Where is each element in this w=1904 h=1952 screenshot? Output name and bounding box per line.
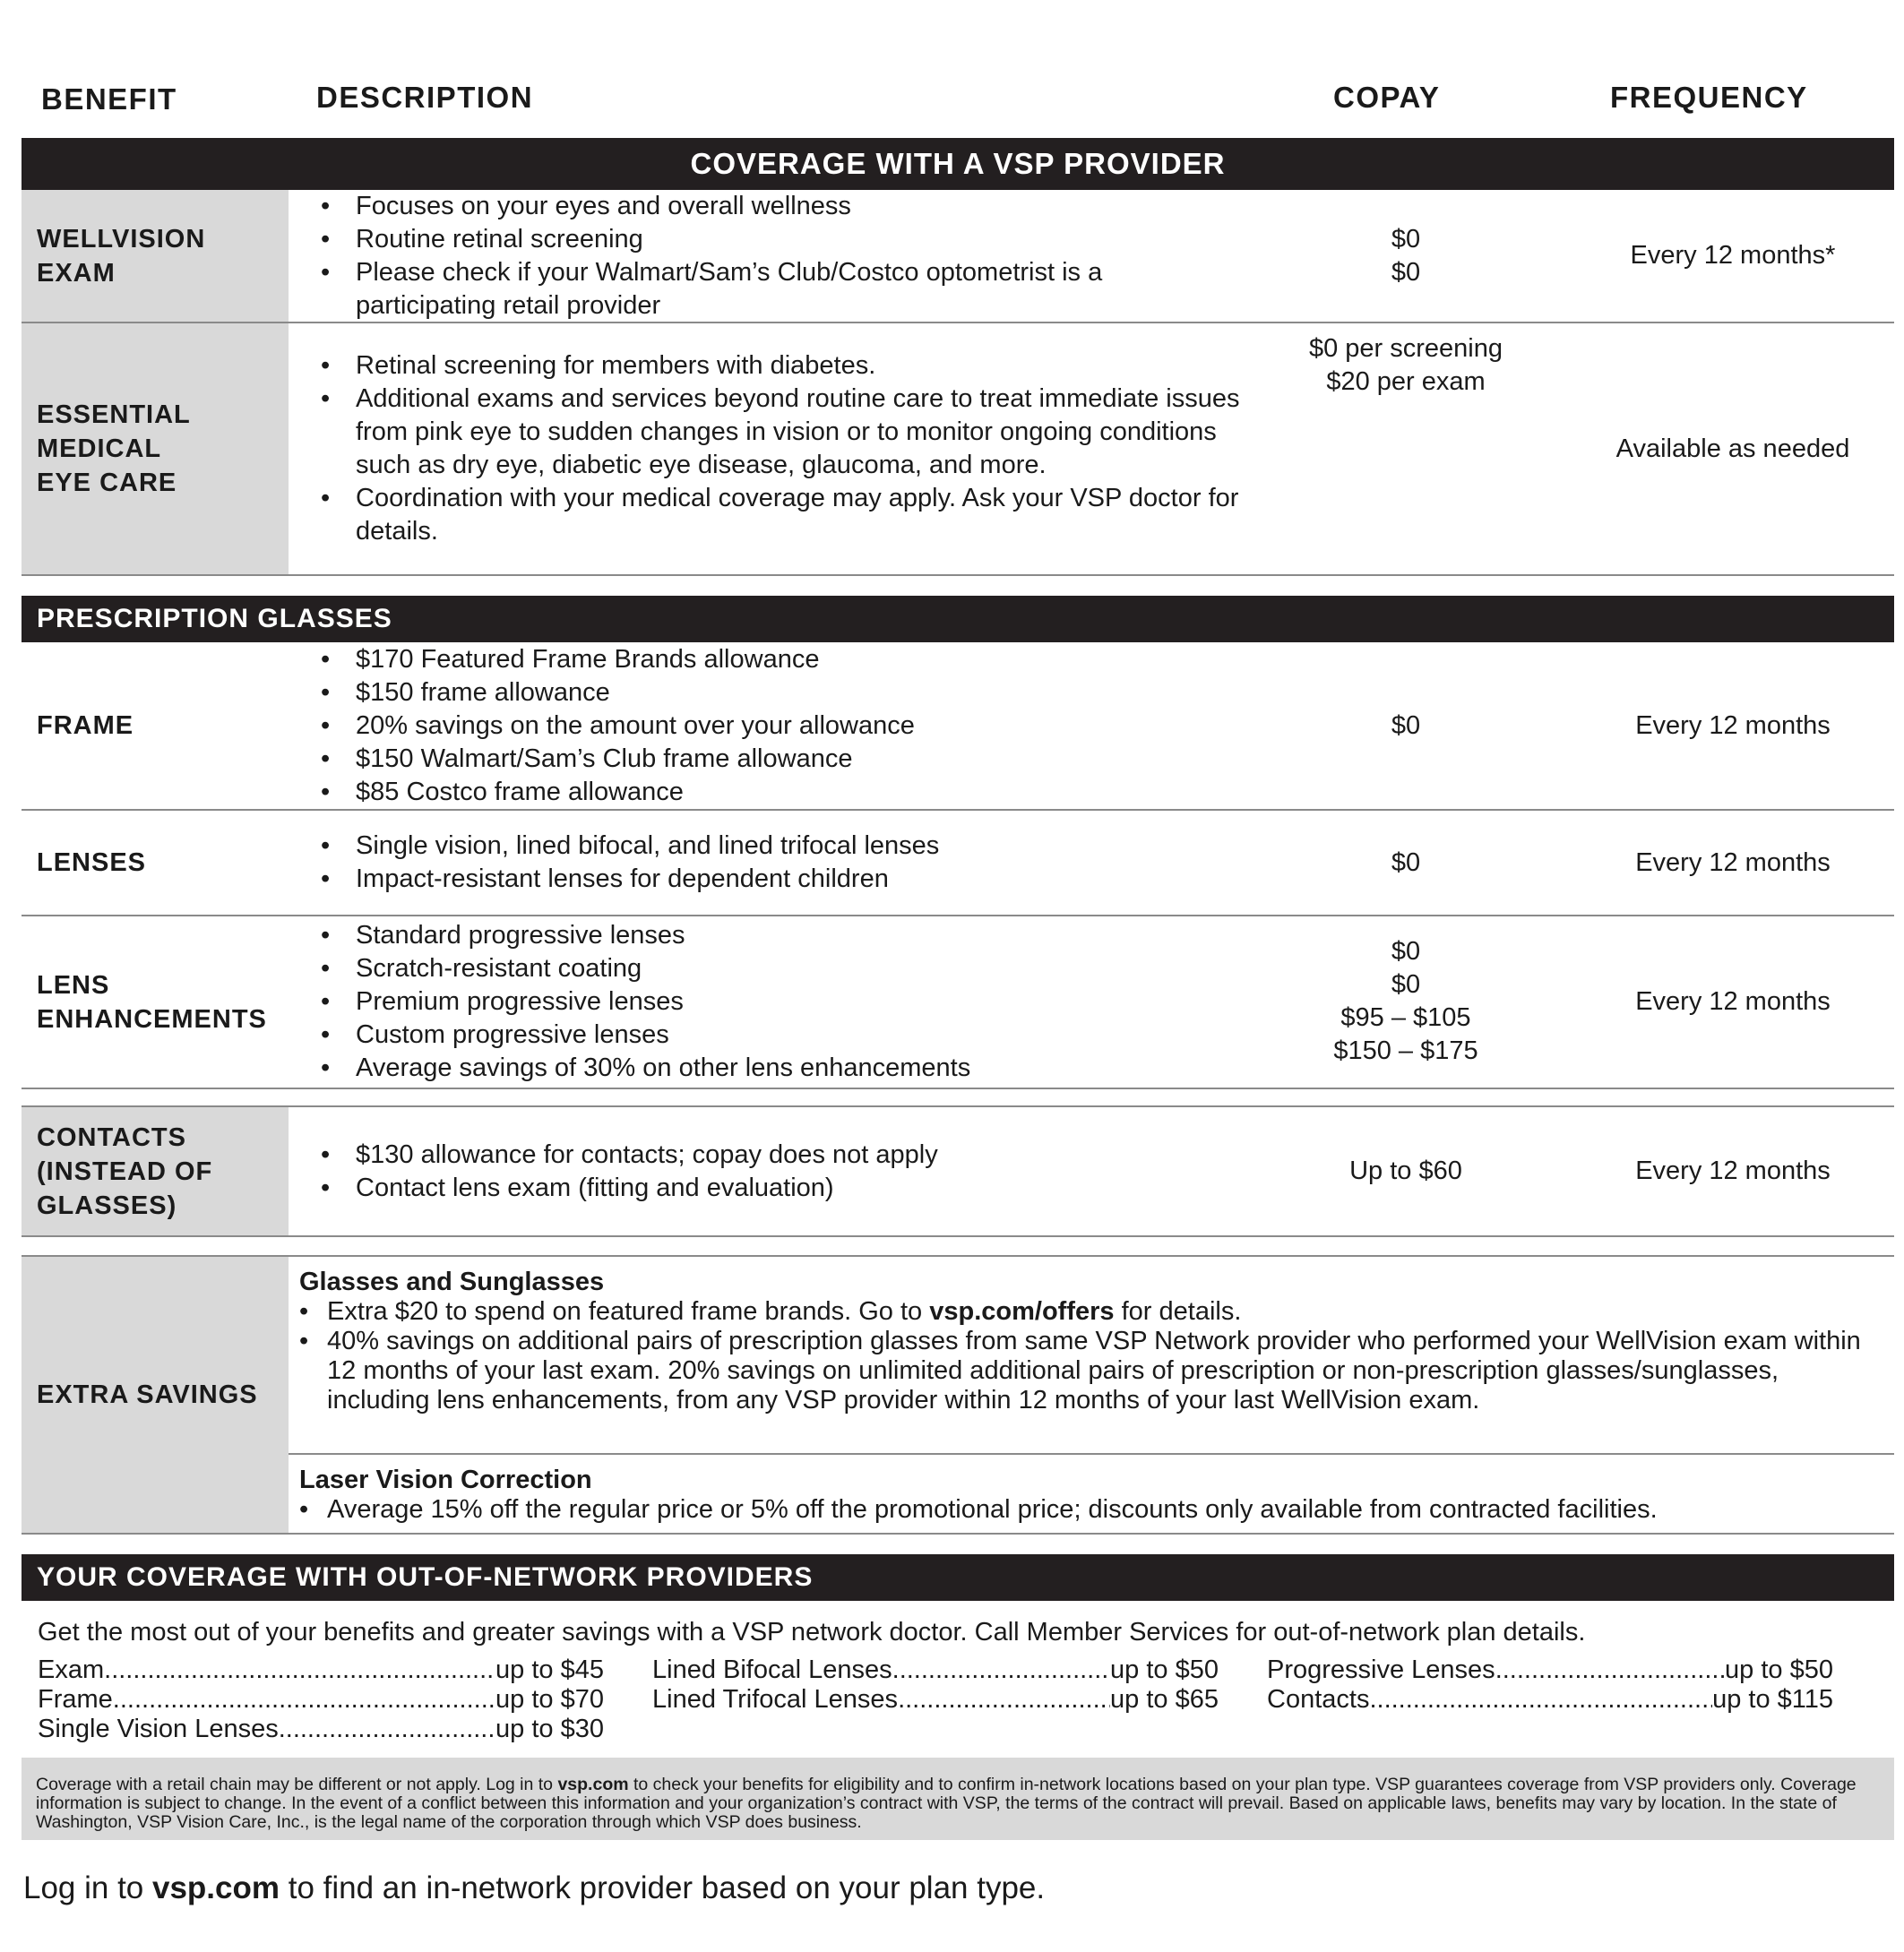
- list-item: • $150 frame allowance: [299, 676, 1240, 709]
- benefit-label: WELLVISION EXAM: [22, 190, 289, 322]
- frequency: Every 12 months: [1635, 987, 1831, 1016]
- list-item: • Average savings of 30% on other lens enhancements: [299, 1052, 1240, 1085]
- benefit-label: ESSENTIAL MEDICAL EYE CARE: [22, 323, 289, 574]
- disclaimer: Coverage with a retail chain may be different or not apply. Log in to vsp.com to check your benefits for eligibility and to confirm in-network locations based on your plan type. VSP guarantees coverage from VSP providers only. Coverage information is subject to change. In the event of a conflict between this information and your organization’s contract with VSP, the terms of the contract will prevail. Based on applicable laws, benefits may vary by location. In the state of Washington, VSP Vision Care, Inc., is the legal name of the corporation through which VSP does business.: [22, 1758, 1894, 1840]
- row-contacts: [22, 1107, 1894, 1237]
- copay: $0: [1391, 710, 1421, 740]
- list-item: • Scratch-resistant coating: [299, 952, 1240, 985]
- offers-link[interactable]: vsp.com/offers: [929, 1297, 1115, 1326]
- description: [299, 916, 1240, 1088]
- copay: $0 per screening $20 per exam: [1308, 334, 1503, 396]
- divider: [289, 1453, 1894, 1455]
- frequency: Every 12 months: [1635, 847, 1831, 877]
- header-description: DESCRIPTION: [316, 81, 534, 114]
- frequency: Available as needed: [1615, 434, 1850, 463]
- list-item: • Extra $20 to spend on featured frame brands. Go to vsp.com/offers for details.: [299, 1297, 1885, 1327]
- out-of-network-column-1: [38, 1655, 604, 1744]
- list-item: • Average 15% off the regular price or 5% off the promotional price; discounts only available from contracted facilities.: [299, 1495, 1885, 1525]
- copay: $0 $0 $95 – $105 $150 – $175: [1333, 937, 1478, 1065]
- out-of-network-band: YOUR COVERAGE WITH OUT-OF-NETWORK PROVIDERS: [22, 1554, 1894, 1601]
- benefit-label: LENS ENHANCEMENTS: [37, 970, 267, 1034]
- row-frame: [22, 642, 1894, 811]
- benefit-label: CONTACTS (INSTEAD OF GLASSES): [22, 1107, 289, 1235]
- list-item: Exam ..... up to $45: [38, 1655, 604, 1685]
- laser-vision-savings: [299, 1466, 1885, 1525]
- frequency: Every 12 months: [1635, 710, 1831, 740]
- description: [299, 323, 1240, 574]
- list-item: • $85 Costco frame allowance: [299, 776, 1240, 809]
- list-item: • Retinal screening for members with diabetes.: [299, 349, 1240, 383]
- header-frequency: FREQUENCY: [1610, 81, 1808, 114]
- list-item: Frame ..... up to $70: [38, 1685, 604, 1715]
- glasses-sunglasses-title: Glasses and Sunglasses: [299, 1268, 605, 1296]
- out-of-network-intro: Get the most out of your benefits and greater savings with a VSP network doctor. Call Member Services for out-of-network plan details.: [38, 1618, 1586, 1647]
- list-item: • Premium progressive lenses: [299, 985, 1240, 1019]
- glasses-sunglasses-savings: [299, 1268, 1885, 1415]
- vsp-link[interactable]: vsp.com: [152, 1870, 280, 1905]
- list-item: • Focuses on your eyes and overall wellness: [299, 190, 1240, 223]
- list-item: • Routine retinal screening: [299, 223, 1240, 256]
- list-item: • Custom progressive lenses: [299, 1019, 1240, 1052]
- description: [299, 811, 1240, 915]
- description: [299, 190, 1240, 322]
- list-item: • Impact-resistant lenses for dependent children: [299, 863, 1240, 896]
- list-item: • Coordination with your medical coverage may apply. Ask your VSP doctor for details.: [299, 482, 1240, 548]
- row-lenses: [22, 811, 1894, 916]
- vsp-provider-band: COVERAGE WITH A VSP PROVIDER: [22, 138, 1894, 190]
- list-item: Contacts ..... up to $115: [1267, 1685, 1833, 1715]
- list-item: Single Vision Lenses ..... up to $30: [38, 1715, 604, 1744]
- list-item: • $170 Featured Frame Brands allowance: [299, 643, 1240, 676]
- header-copay: COPAY: [1333, 81, 1441, 114]
- row-wellvision-exam: [22, 190, 1894, 323]
- list-item: • Standard progressive lenses: [299, 919, 1240, 952]
- row-essential-medical: [22, 323, 1894, 576]
- out-of-network-column-2: [652, 1655, 1219, 1715]
- list-item: • Single vision, lined bifocal, and lined trifocal lenses: [299, 830, 1240, 863]
- list-item: • 20% savings on the amount over your allowance: [299, 709, 1240, 743]
- copay: $0 $0: [1391, 224, 1421, 287]
- out-of-network-column-3: [1267, 1655, 1833, 1715]
- footer-line: Log in to vsp.com to find an in-network provider based on your plan type.: [23, 1870, 1046, 1905]
- list-item: Progressive Lenses ..... up to $50: [1267, 1655, 1833, 1685]
- benefit-label: LENSES: [37, 848, 147, 877]
- list-item: • $130 allowance for contacts; copay does not apply: [299, 1139, 1240, 1172]
- copay: $0: [1391, 847, 1421, 877]
- row-lens-enhancements: [22, 916, 1894, 1089]
- header-benefit: BENEFIT: [41, 82, 177, 116]
- list-item: Lined Trifocal Lenses ..... up to $65: [652, 1685, 1219, 1715]
- list-item: • 40% savings on additional pairs of prescription glasses from same VSP Network provider who performed your WellVision exam within 12 months of your last exam. 20% savings on unlimited additional pairs of prescription or non-prescription glasses/sunglasses, including lens enhancements, from any VSP provider within 12 months of your last WellVision exam.: [299, 1327, 1885, 1415]
- vsp-link[interactable]: vsp.com: [557, 1775, 629, 1794]
- list-item: • Contact lens exam (fitting and evaluation): [299, 1172, 1240, 1205]
- benefit-label: EXTRA SAVINGS: [22, 1257, 289, 1533]
- list-item: • Please check if your Walmart/Sam’s Club/Costco optometrist is a participating retail provider: [299, 256, 1240, 322]
- description: [299, 642, 1240, 809]
- description: [299, 1107, 1240, 1235]
- copay: Up to $60: [1349, 1157, 1462, 1185]
- frequency: Every 12 months: [1635, 1157, 1831, 1185]
- laser-vision-title: Laser Vision Correction: [299, 1466, 592, 1494]
- list-item: Lined Bifocal Lenses ..... up to $50: [652, 1655, 1219, 1685]
- benefit-label: FRAME: [37, 711, 134, 740]
- list-item: • Additional exams and services beyond routine care to treat immediate issues from pink eye to sudden changes in vision or to monitor ongoing conditions such as dry eye, diabetic eye disease, glaucoma, and more.: [299, 383, 1240, 482]
- prescription-glasses-band: PRESCRIPTION GLASSES: [22, 596, 1894, 642]
- list-item: • $150 Walmart/Sam’s Club frame allowance: [299, 743, 1240, 776]
- frequency: Every 12 months*: [1630, 241, 1836, 270]
